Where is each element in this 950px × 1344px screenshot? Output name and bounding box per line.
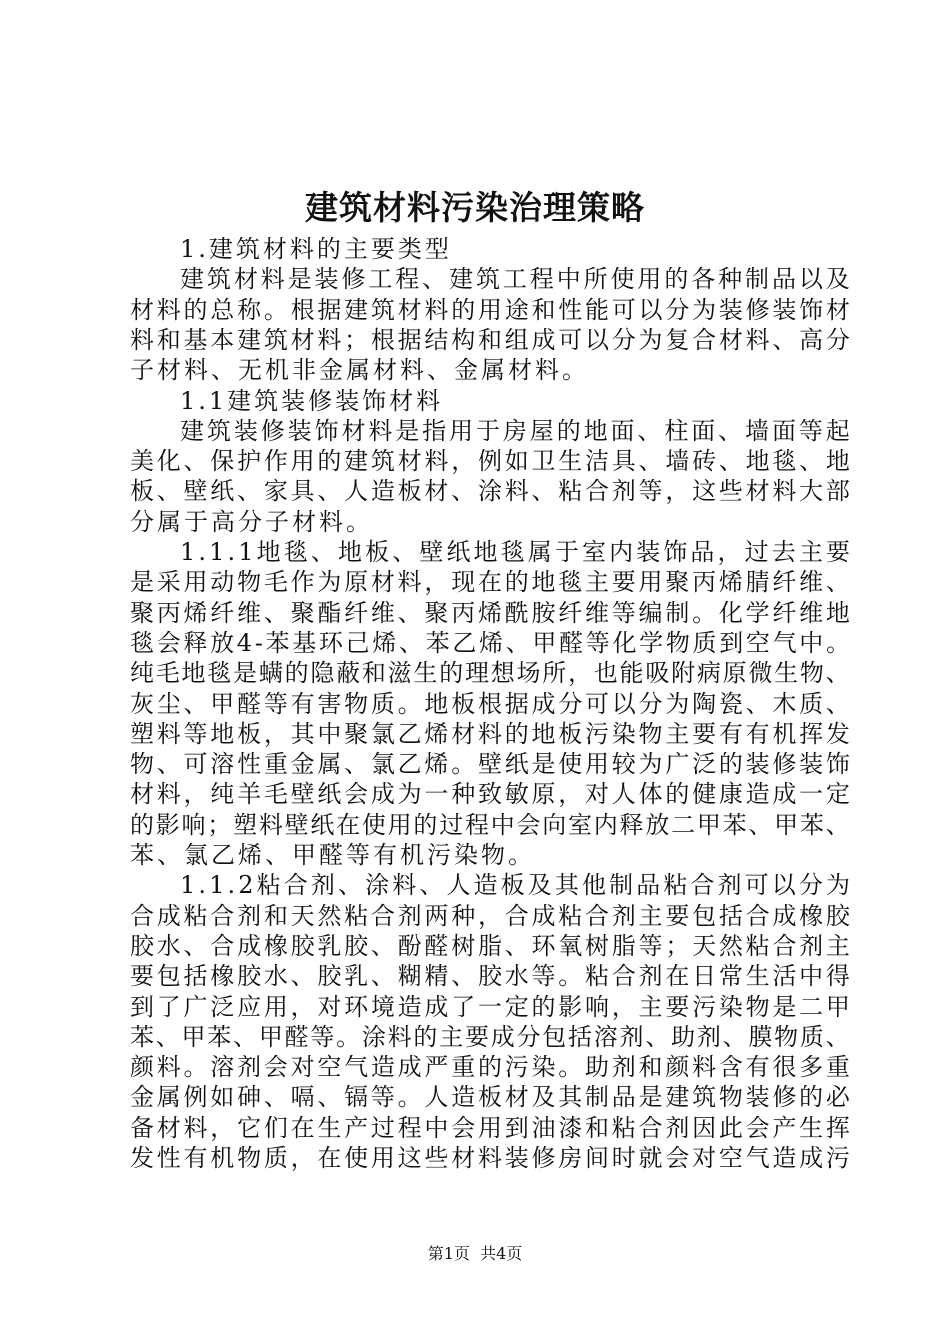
body-line: 是 采 用 动 物 毛 作 为 原 材 料 ， 现 在 的 地 毯 主 要 用 聚 丙 烯 腈 纤 维 、 — [130, 568, 850, 597]
body-line: 毯 会 释 放 4 - 苯 基 环 己 烯 、 苯 乙 烯 、 甲 醛 等 化 学 物 质 到 空 气 中 。 — [130, 628, 850, 657]
body-line: 分属于高分子材料。 — [130, 507, 373, 536]
body-line: 料 和 基 本 建 筑 材 料 ； 根 据 结 构 和 组 成 可 以 分 为 复 合 材 料 、 高 分 — [130, 325, 850, 354]
body-line: 到 了 广 泛 应 用 ， 对 环 境 造 成 了 一 定 的 影 响 ， 主 要 污 染 物 是 二 甲 — [130, 992, 850, 1021]
body-line: 胶 水 、 合 成 橡 胶 乳 胶 、 酚 醛 树 脂 、 环 氧 树 脂 等 ； 天 然 粘 合 剂 主 — [130, 931, 850, 960]
body-line: 物 、 可 溶 性 重 金 属 、 氯 乙 烯 。 壁 纸 是 使 用 较 为 广 泛 的 装 修 装 饰 — [130, 750, 850, 779]
body-line: 子材料、无机非金属材料、金属材料。 — [130, 356, 589, 385]
body-line: 要 包 括 橡 胶 水 、 胶 乳 、 糊 精 、 胶 水 等 。 粘 合 剂 在 日 常 生 活 中 得 — [130, 962, 850, 991]
body-line: 美 化 、 保 护 作 用 的 建 筑 材 料 ， 例 如 卫 生 洁 具 、 墙 砖 、 地 毯 、 地 — [130, 447, 850, 476]
document-title: 建筑材料污染治理策略 — [305, 188, 645, 227]
body-line: 聚 丙 烯 纤 维 、 聚 酯 纤 维 、 聚 丙 烯 酰 胺 纤 维 等 编 制 。 化 学 纤 维 地 — [130, 598, 850, 627]
body-line: 1.建筑材料的主要类型 — [180, 235, 452, 263]
body-line: 塑 料 等 地 板 ， 其 中 聚 氯 乙 烯 材 料 的 地 板 污 染 物 主 要 有 有 机 挥 发 — [130, 719, 850, 748]
page-footer: 第1页 共4页 — [427, 1244, 523, 1263]
body-line: 材 料 ， 纯 羊 毛 壁 纸 会 成 为 一 种 致 敏 原 ， 对 人 体 的 健 康 造 成 一 定 — [130, 780, 850, 809]
body-line: 备 材 料 ， 它 们 在 生 产 过 程 中 会 用 到 油 漆 和 粘 合 剂 因 此 会 产 生 挥 — [130, 1113, 850, 1142]
body-line: 材 料 的 总 称 。 根 据 建 筑 材 料 的 用 途 和 性 能 可 以 分 为 装 修 装 饰 材 — [130, 295, 850, 324]
body-line: 苯、氯乙烯、甲醛等有机污染物。 — [130, 841, 535, 869]
body-line: 的 影 响 ； 塑 料 壁 纸 在 使 用 的 过 程 中 会 向 室 内 释 放 二 甲 苯 、 甲 苯 、 — [130, 810, 850, 839]
body-line: 1 . 1 . 2 粘 合 剂 、 涂 料 、 人 造 板 及 其 他 制 品 粘 合 剂 可 以 分 为 — [180, 871, 850, 900]
body-line: 金 属 例 如 砷 、 嗝 、 镉 等 。 人 造 板 材 及 其 制 品 是 建 筑 物 装 修 的 必 — [130, 1083, 850, 1112]
body-line: 苯 、 甲 苯 、 甲 醛 等 。 涂 料 的 主 要 成 分 包 括 溶 剂 、 助 剂 、 膜 物 质 、 — [130, 1022, 850, 1051]
body-line: 板 、 壁 纸 、 家 具 、 人 造 板 材 、 涂 料 、 粘 合 剂 等 ， 这 些 材 料 大 部 — [130, 477, 850, 506]
body-line: 建 筑 装 修 装 饰 材 料 是 指 用 于 房 屋 的 地 面 、 柱 面 、 墙 面 等 起 — [180, 416, 850, 445]
body-line: 1.1建筑装修装饰材料 — [180, 386, 444, 415]
body-line: 合 成 粘 合 剂 和 天 然 粘 合 剂 两 种 ， 合 成 粘 合 剂 主 要 包 括 合 成 橡 胶 — [130, 901, 850, 930]
body-line: 颜 料 。 溶 剂 会 对 空 气 造 成 严 重 的 污 染 。 助 剂 和 颜 料 含 有 很 多 重 — [130, 1053, 850, 1082]
body-line: 灰 尘 、 甲 醛 等 有 害 物 质 。 地 板 根 据 成 分 可 以 分 为 陶 瓷 、 木 质 、 — [130, 689, 850, 718]
body-line: 建 筑 材 料 是 装 修 工 程 、 建 筑 工 程 中 所 使 用 的 各 种 制 品 以 及 — [180, 265, 850, 294]
body-line: 纯 毛 地 毯 是 螨 的 隐 蔽 和 滋 生 的 理 想 场 所 ， 也 能 吸 附 病 原 微 生 物 、 — [130, 659, 850, 688]
body-line: 发 性 有 机 物 质 ， 在 使 用 这 些 材 料 装 修 房 间 时 就 会 对 空 气 造 成 污 — [130, 1144, 850, 1172]
body-line: 1 . 1 . 1 地 毯 、 地 板 、 壁 纸 地 毯 属 于 室 内 装 饰 品 ， 过 去 主 要 — [180, 538, 850, 566]
